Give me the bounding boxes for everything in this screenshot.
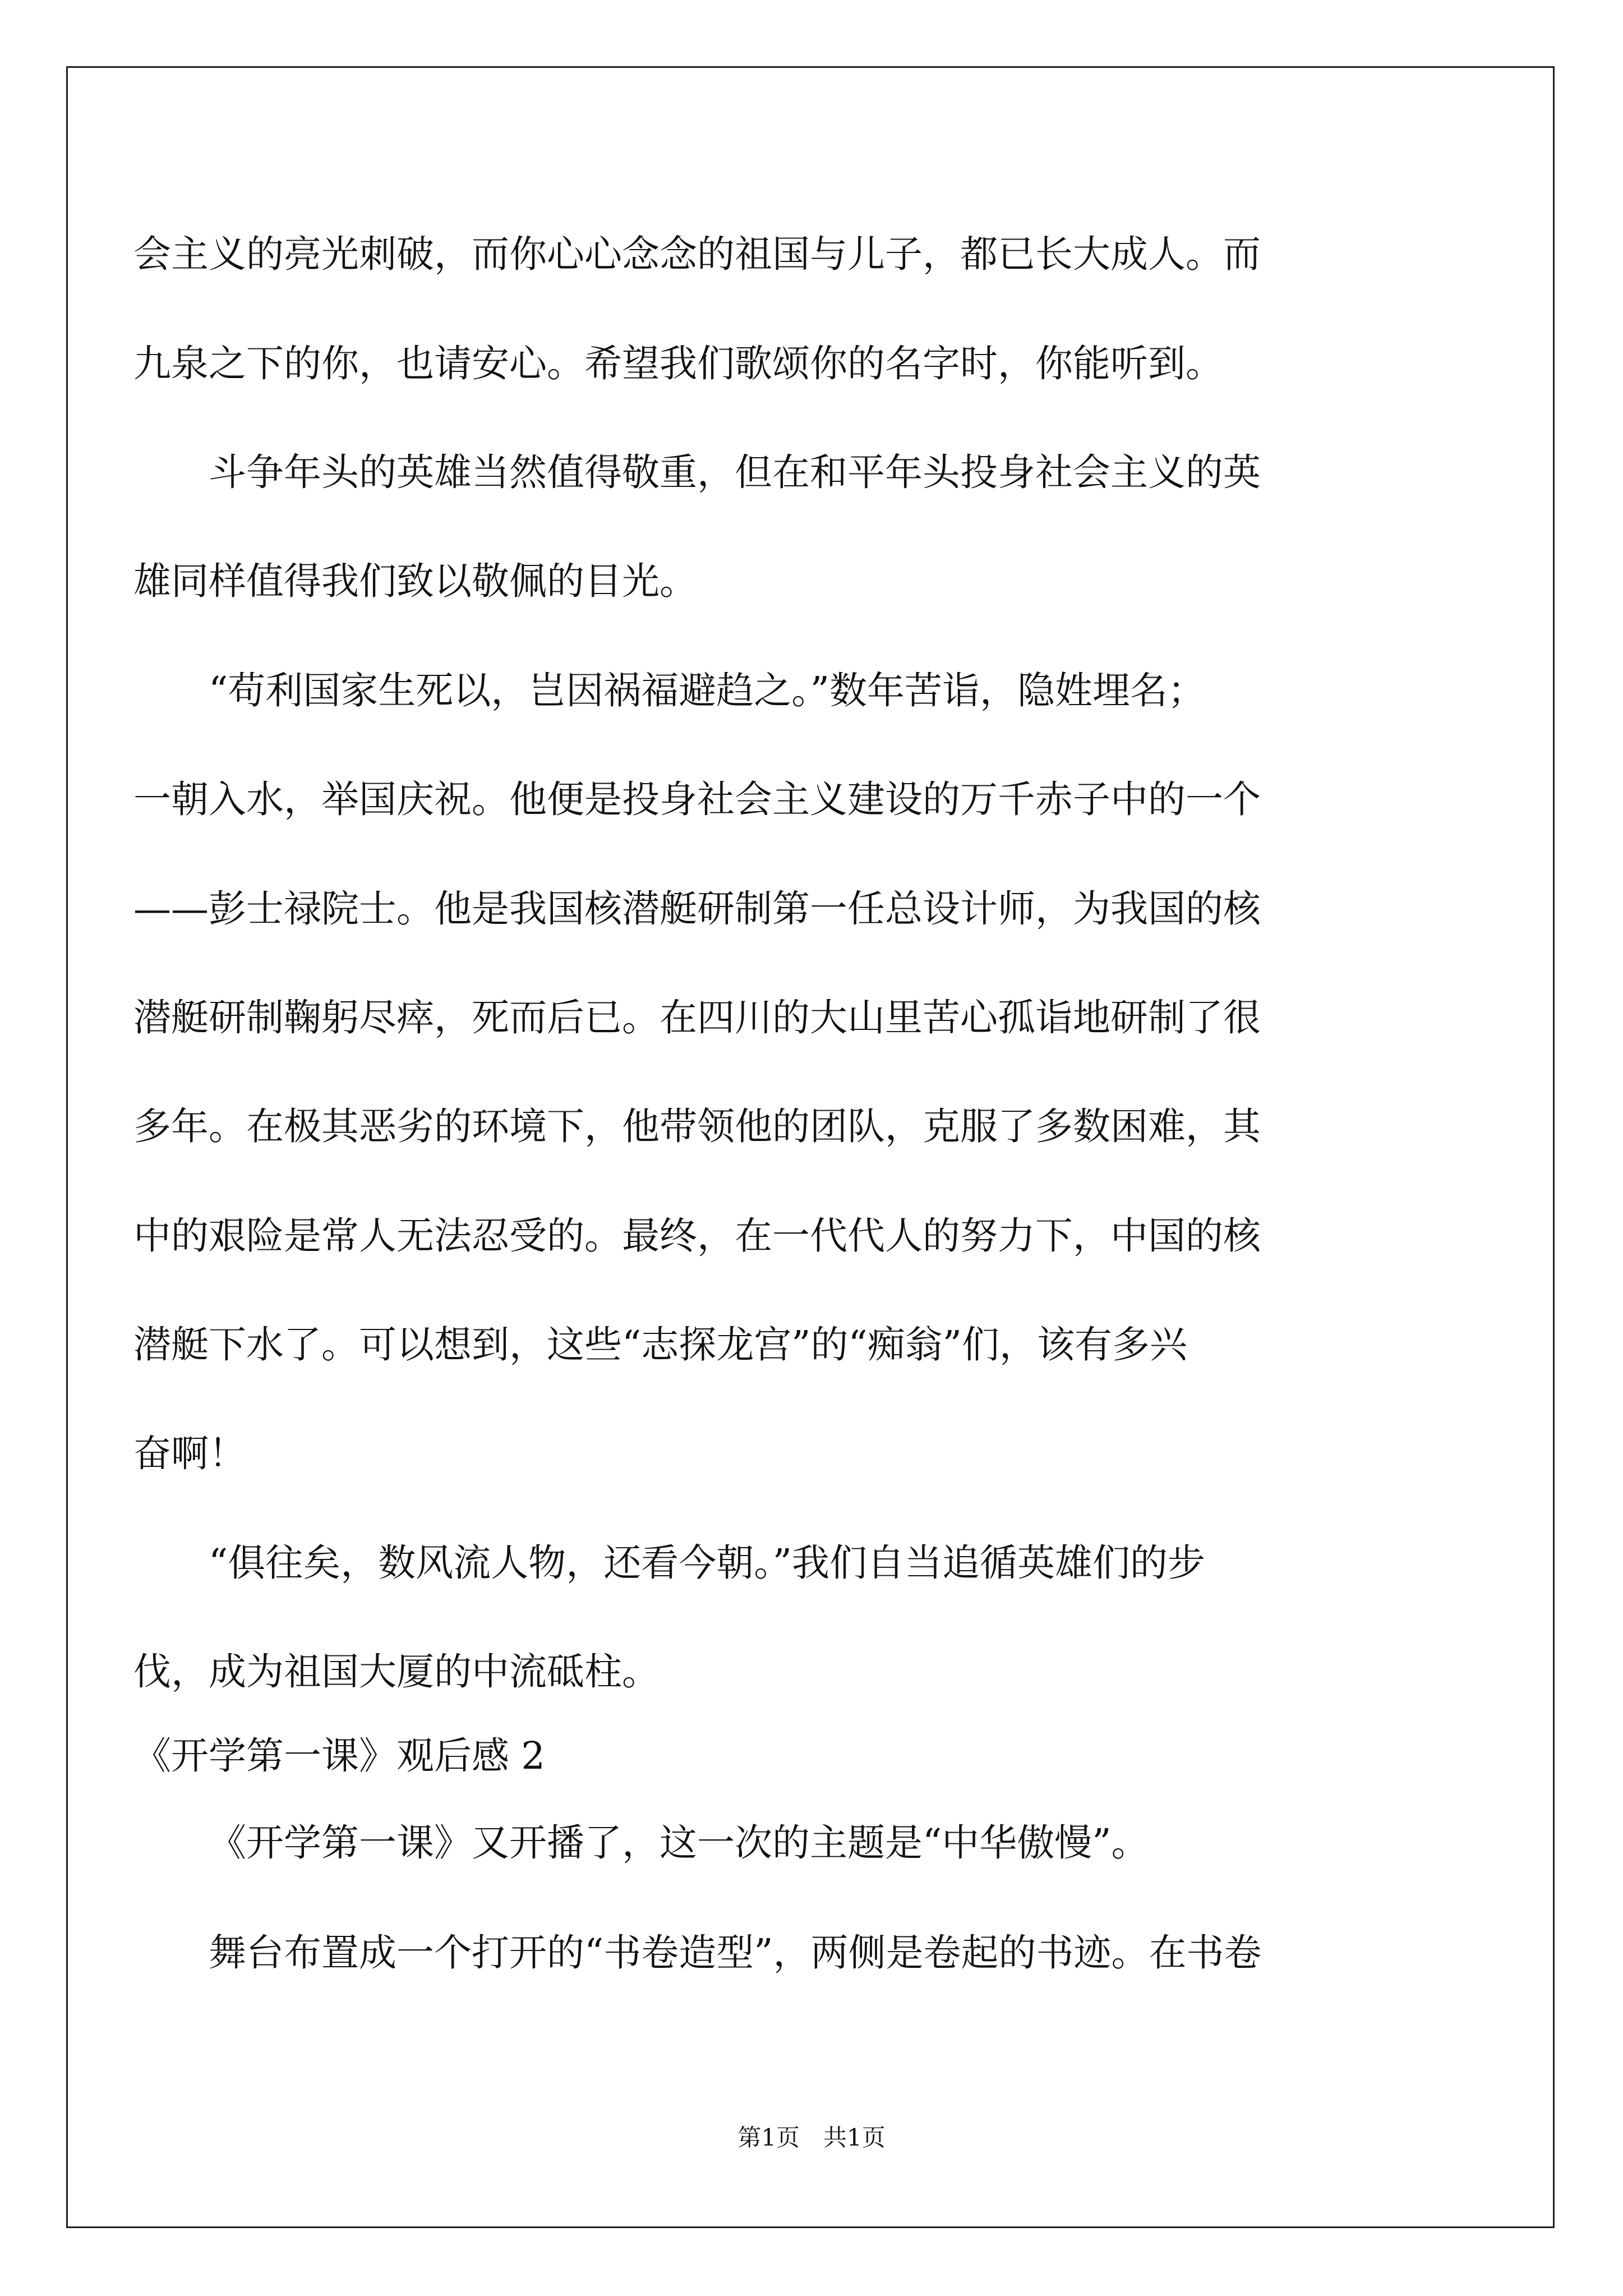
paragraph-start: 斗争年头的英雄当然值得敬重，但在和平年头投身社会主义的英 [209, 450, 1261, 494]
text-line: 潜艇下水了。可以想到，这些“志探龙宫”的“痴翁”们，该有多兴 [133, 1323, 1188, 1366]
text-line: 九泉之下的你，也请安心。希望我们歌颂你的名字时，你能听到。 [133, 342, 1223, 385]
text-line: 雄同样值得我们致以敬佩的目光。 [133, 559, 697, 603]
text-line: 会主义的亮光刺破，而你心心念念的祖国与儿子，都已长大成人。而 [133, 232, 1261, 276]
text-line: 多年。在极其恶劣的环境下，他带领他的团队，克服了多数困难，其 [133, 1105, 1261, 1148]
text-line: 中的艰险是常人无法忍受的。最终，在一代代人的努力下，中国的核 [133, 1214, 1261, 1258]
paragraph-start: 舞台布置成一个打开的“书卷造型”，两侧是卷起的书迹。在书卷 [209, 1931, 1262, 1975]
text-line: 一朝入水，举国庆祝。他便是投身社会主义建设的万千赤子中的一个 [133, 777, 1261, 821]
text-line: ——彭士禄院士。他是我国核潜艇研制第一任总设计师，为我国的核 [133, 887, 1261, 931]
text-line: 伐，成为祖国大厦的中流砥柱。 [133, 1650, 660, 1694]
paragraph-start: “俱往矣，数风流人物，还看今朝。”我们自当追循英雄们的步 [209, 1541, 1206, 1585]
text-line: 潜艇研制鞠躬尽瘁，死而后已。在四川的大山里苦心孤诣地研制了很 [133, 996, 1261, 1039]
paragraph-start: 《开学第一课》又开播了，这一次的主题是“中华傲慢”。 [209, 1821, 1149, 1865]
text-line: 奋啊！ [133, 1432, 246, 1475]
page-footer: 第1页 共1页 [737, 2124, 886, 2151]
section-heading: 《开学第一课》观后感 2 [133, 1734, 545, 1778]
paragraph-start: “苟利国家生死以，岂因祸福避趋之。”数年苦诣，隐姓埋名； [209, 669, 1206, 712]
